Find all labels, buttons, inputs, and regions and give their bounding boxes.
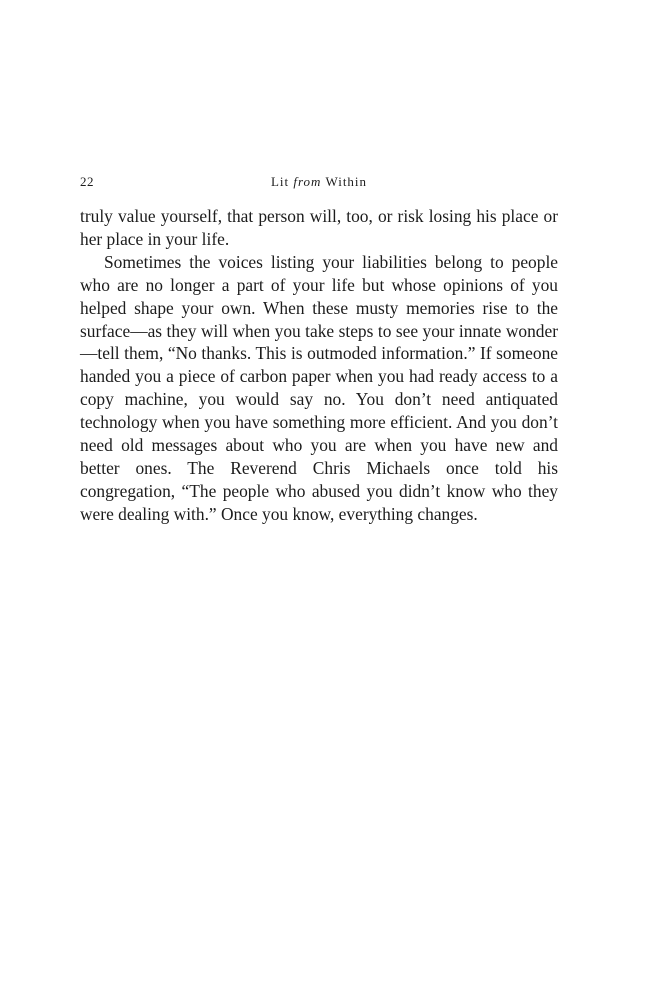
book-title-end: Within: [321, 174, 368, 189]
paragraph: Sometimes the voices listing your liabilities belong to people who are no longer a part of your life but whose opinions of you helped shape your own. When these musty memories rise to the surface—as they will when you take steps to see your innate wonder—tell them, “No thanks. This is outmoded information.” If someone handed you a piece of carbon paper when you had ready access to a copy machine, you would say no. You don’t need antiquated technology when you have something more efficient. And you don’t need old messages about who you are when you have new and better ones. The Reverend Chris Michaels once told his congregation, “The people who abused you didn’t know who they were dealing with.” Once you know, everything changes.: [80, 251, 558, 524]
body-text: [80, 205, 558, 526]
running-head: [80, 174, 558, 194]
book-title-start: Lit: [270, 174, 294, 189]
paragraph-continuation: truly value yourself, that person will, too, or risk losing his place or her place in your life.: [80, 206, 558, 249]
book-title-italic: from: [293, 174, 322, 189]
page-number: 22: [80, 174, 94, 189]
book-title: [80, 174, 558, 190]
